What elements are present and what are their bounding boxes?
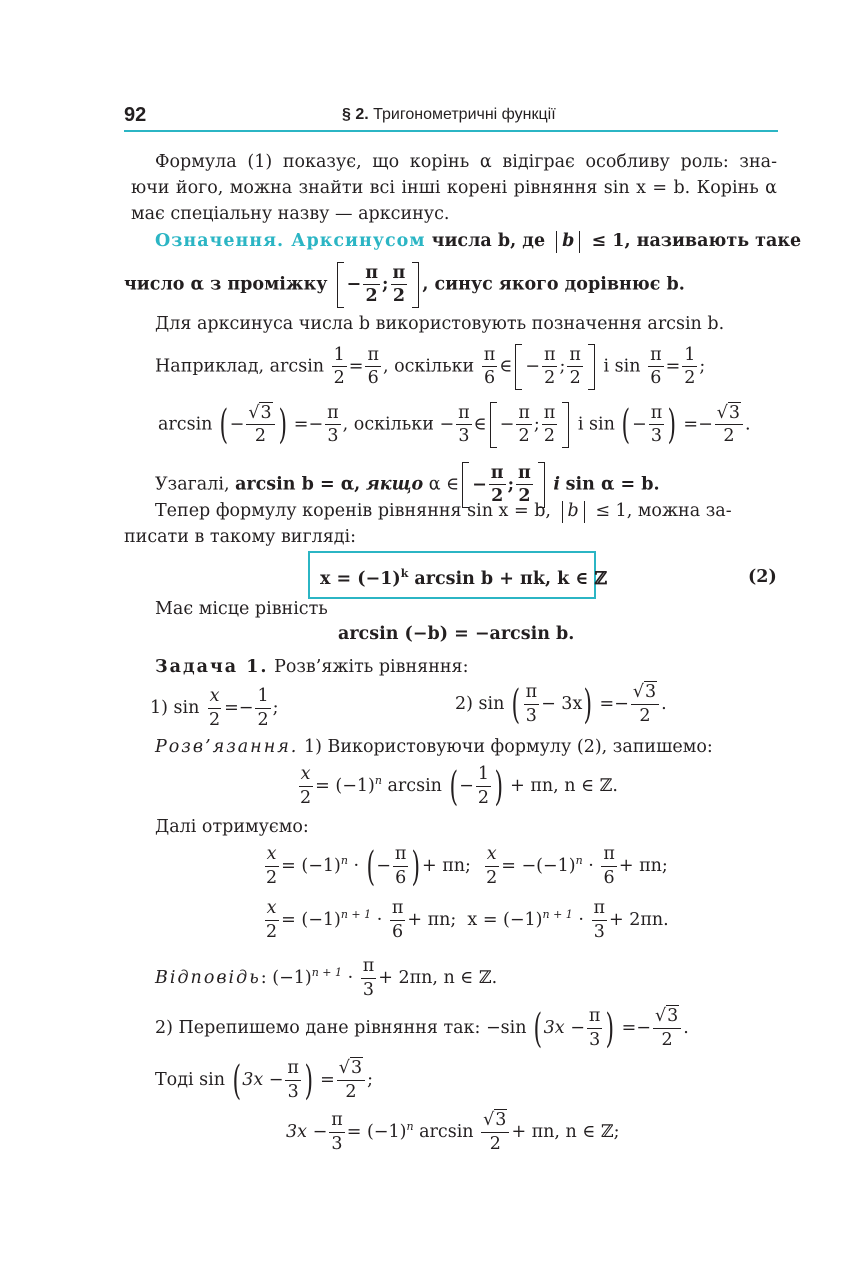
answer-expr: (−1) (272, 968, 312, 988)
frac-num: 1 (255, 688, 270, 709)
frac-num: √3 (631, 684, 659, 705)
notation-line: Для арксинуса числа b використовують позначення arcsin b. (155, 314, 725, 334)
radicand: 3 (350, 1058, 363, 1078)
example-line-1 (155, 344, 705, 390)
fraction-pi-2 (363, 262, 380, 306)
frac-num: 1 (332, 347, 347, 368)
minus-sign: − (439, 414, 455, 435)
equals-sign: = (683, 414, 699, 435)
abs-value: b (562, 231, 575, 251)
period: . (661, 694, 667, 714)
frac-den: 2 (518, 426, 530, 446)
frac-den: 3 (650, 426, 663, 446)
frac-den: 2 (365, 286, 378, 306)
exponent-n: n (575, 854, 583, 868)
arcsin-text: arcsin (387, 776, 442, 796)
fraction-pi-6 (393, 846, 409, 887)
intro-line-2: ючи його, можна знайти всі інші корені рівняння sin x = b. Корінь α (131, 178, 777, 198)
three-x: 3x − (286, 1122, 328, 1142)
frac-num: π (489, 465, 506, 486)
exponent-n-plus-1: n + 1 (340, 908, 372, 922)
item-2-label: 2) sin (455, 694, 505, 714)
roots-text-a: Тепер формулу коренів рівняння sin x = b, (155, 501, 551, 521)
fraction-pi-6 (648, 344, 664, 388)
definition-text-a: числа b, де (431, 231, 546, 251)
radicand: 3 (260, 402, 272, 423)
minus-sign: − (346, 274, 362, 295)
paren-left: ( (232, 1057, 241, 1104)
and-sin-text: і sin (603, 356, 641, 377)
fraction-pi-3 (329, 1112, 345, 1153)
frac-den: 2 (639, 705, 651, 726)
paren-left: ( (366, 843, 375, 890)
eq-end: + πn, n ∈ ℤ; (511, 1122, 620, 1142)
bracket-left (490, 402, 497, 448)
frac-den: 2 (723, 426, 735, 446)
frac-num: π (390, 900, 406, 921)
minus-3x: − 3x (541, 694, 583, 714)
frac-den: 2 (345, 1081, 357, 1102)
radicand: 3 (667, 1006, 679, 1026)
frac-num: π (516, 405, 532, 426)
solution-eq-3: $\frac{x}{2}$ = $(-1)^{n + 1}$ · $\frac{\pi}{6}$ + πn; $x = (-1)^{n + 1}$ · $\frac{\pi}{3}$ + 2πn. (266, 898, 669, 942)
fraction-x-2 (264, 900, 279, 941)
section-mark: § 2. (342, 106, 369, 123)
example-line-2 (158, 402, 751, 448)
fraction-1-2 (255, 688, 270, 729)
answer-label: Відповідь (155, 968, 261, 988)
equation-number: (2) (748, 567, 777, 587)
frac-num: √3 (337, 1060, 365, 1081)
fraction-pi-3 (592, 900, 608, 941)
general-start: Узагалі, (155, 474, 230, 495)
equals-sign: = (348, 356, 364, 377)
fraction-pi-2 (567, 344, 583, 388)
minus-sign: − (614, 694, 629, 714)
frac-den: 6 (483, 368, 496, 388)
frac-num: π (649, 405, 665, 426)
frac-den: 2 (333, 368, 345, 388)
fraction-sqrt3-2 (631, 684, 659, 725)
paren-right: ) (605, 1005, 615, 1052)
frac-num: x (265, 846, 279, 867)
equals-sign: = (621, 1018, 637, 1038)
part2-then (155, 1057, 373, 1104)
fraction-1-2 (332, 344, 347, 388)
fraction-sqrt3-2 (715, 402, 743, 446)
equals-sign: = (293, 414, 309, 435)
bracket-left (337, 262, 344, 308)
fraction-pi-3 (285, 1060, 301, 1101)
frac-den: 2 (543, 426, 556, 446)
eq-end: + πn; (618, 856, 668, 876)
frac-den: 2 (486, 867, 498, 888)
frac-den: 2 (257, 709, 269, 730)
bracket-left (515, 344, 522, 390)
frac-den: 2 (266, 921, 278, 942)
abs-bar-left (562, 501, 563, 523)
exponent-n-plus-1: n + 1 (542, 908, 573, 922)
paren-right: ) (667, 402, 677, 448)
equals-sign: = (224, 698, 239, 718)
sin-alpha-eq: sin α = b. (565, 474, 660, 495)
frac-num: π (524, 684, 540, 705)
task-item-2 (455, 681, 667, 728)
frac-num: π (601, 846, 617, 867)
minus-sign: − (472, 474, 487, 495)
frac-den: 2 (684, 368, 696, 388)
frac-den: 3 (362, 979, 375, 1000)
fraction-pi-2 (516, 402, 532, 446)
fraction-sqrt3-2 (337, 1060, 365, 1101)
roots-text-b: ≤ 1, можна за- (595, 501, 732, 521)
definition-line-2 (124, 262, 685, 308)
fraction-pi-3 (456, 402, 472, 446)
part2-final (286, 1112, 620, 1153)
paren-right: ) (278, 402, 287, 448)
eq-mid: = (−1) (315, 776, 375, 796)
period: . (745, 414, 751, 435)
frac-den: 2 (544, 368, 556, 388)
paren-left: ( (621, 402, 631, 448)
frac-num: π (285, 1060, 301, 1081)
bracket-right (562, 402, 569, 448)
exponent-n-plus-1: n + 1 (311, 966, 342, 980)
fraction-x-2 (298, 766, 313, 807)
exponent-k: k (400, 567, 409, 580)
because-text: , оскільки (382, 356, 475, 377)
minus-sign: − (229, 414, 245, 435)
fraction-x-2 (207, 688, 222, 729)
abs-bar-left (556, 231, 557, 253)
radicand: 3 (728, 402, 741, 423)
frac-den: 6 (392, 921, 404, 942)
frac-num: 1 (476, 766, 491, 787)
period: . (683, 1018, 689, 1038)
page-number: 92 (124, 104, 147, 126)
semicolon-end: ; (699, 356, 706, 377)
identity-formula: arcsin (−b) = −arcsin b. (338, 624, 575, 644)
because-text: , оскільки (342, 414, 434, 435)
frac-num: √3 (653, 1008, 681, 1029)
semicolon: ; (533, 414, 540, 435)
task-item-1 (150, 688, 278, 729)
frac-den: 2 (208, 709, 221, 730)
arcsin-text: arcsin (158, 414, 213, 435)
frac-den: 3 (331, 1133, 343, 1154)
frac-num: π (363, 265, 380, 286)
minus-sign: − (308, 414, 324, 435)
solution-heading (155, 736, 713, 758)
solution-text: 1) Використовуючи формулу (2), запишемо: (303, 737, 713, 757)
radicand: 3 (645, 682, 657, 702)
eq-mid: = (−1) (281, 856, 341, 876)
fraction-x-2 (484, 846, 499, 887)
frac-num: √3 (481, 1112, 509, 1133)
frac-num: π (325, 405, 341, 426)
eq-mid: = (−1) (281, 910, 341, 930)
then-text: Тоді sin (155, 1070, 225, 1090)
frac-den: 3 (458, 426, 470, 446)
frac-num: π (391, 265, 408, 286)
minus-sign: − (459, 776, 474, 796)
eq-mid-neg: = −(−1) (501, 856, 576, 876)
fraction-pi-2 (542, 402, 558, 446)
fraction-sqrt3-2 (246, 402, 274, 446)
fraction-x-2 (264, 846, 279, 887)
frac-den: 2 (569, 368, 581, 388)
definition-text-c: , синус якого дорівнює b. (422, 274, 685, 295)
fraction-pi-6 (482, 344, 498, 388)
rewrite-text: 2) Перепишемо дане рівняння так: −sin (155, 1018, 527, 1038)
exponent-n: n (406, 1120, 414, 1134)
definition-text-b: ≤ 1, називають таке (591, 231, 802, 251)
frac-num: π (329, 1112, 345, 1133)
paren-right: ) (304, 1057, 314, 1104)
minus-sign: − (238, 698, 254, 718)
equals-sign: = (320, 1070, 335, 1090)
eq-end: + πn; (422, 856, 471, 876)
frac-den: 6 (395, 867, 407, 888)
paren-right: ) (411, 843, 421, 890)
frac-den: 2 (266, 867, 278, 888)
running-header (124, 98, 778, 132)
general-formula: arcsin b = α, (235, 474, 361, 495)
frac-den: 3 (593, 921, 605, 942)
semicolon-end: ; (272, 698, 279, 718)
frac-num: x (485, 846, 499, 867)
solution-eq-2: $\frac{x}{2}$ = $(-1)^n$ · (− $\frac{\pi}{6}$ )+ πn; $\frac{x}{2}$ = $-(-1)^n$ · $\frac{\pi}{6}$ + πn; (266, 843, 668, 890)
frac-den: 2 (300, 787, 312, 808)
section-title (342, 106, 556, 124)
fraction-pi-6 (601, 846, 617, 887)
frac-den: 6 (650, 368, 662, 388)
frac-num: x (265, 900, 279, 921)
alpha-in: α ∈ (428, 474, 460, 495)
equals-sign: = (599, 694, 615, 714)
section-name: Тригонометричні функції (373, 106, 556, 123)
element-of-sign: ∈ (499, 356, 513, 377)
fraction-1-2 (682, 344, 697, 388)
fraction-pi-3 (649, 402, 665, 446)
frac-den: 6 (367, 368, 379, 388)
formula-part-a: x = (−1) (320, 568, 401, 589)
minus-sign: − (698, 414, 713, 435)
if-text: якщо (365, 474, 424, 495)
frac-num: x (299, 766, 313, 787)
answer-line: Відповідь: $(-1)^{n + 1}$ · $\frac{\pi}{3}$ + 2πn, n ∈ ℤ. (155, 956, 498, 1000)
abs-value: b (567, 501, 579, 521)
minus-sign: − (632, 414, 647, 435)
frac-den: 3 (589, 1029, 601, 1050)
paren-left: ( (219, 402, 229, 448)
part2-rewrite (155, 1005, 689, 1052)
paren-left: ( (533, 1005, 543, 1052)
intro-paragraph (131, 149, 777, 227)
frac-den: 2 (489, 1133, 501, 1154)
task-heading (155, 656, 468, 678)
and-sin-text: і sin (577, 414, 615, 435)
and-text: і (553, 474, 561, 495)
exponent-n: n (340, 854, 348, 868)
task-text: Розв’яжіть рівняння: (274, 657, 469, 677)
frac-num: π (516, 465, 533, 486)
solution-eq-1 (296, 763, 618, 810)
fraction-pi-6 (390, 900, 406, 941)
fraction-1-2 (476, 766, 491, 807)
fraction-sqrt3-2 (653, 1008, 681, 1049)
minus-sign: − (499, 414, 515, 435)
frac-den: 3 (287, 1081, 299, 1102)
frac-num: π (567, 347, 583, 368)
bracket-right (412, 262, 419, 308)
roots-line-2: писати в такому вигляді: (124, 527, 357, 547)
definition-interval-text: число α з проміжку (124, 274, 328, 295)
fraction-pi-2 (542, 344, 558, 388)
fraction-pi-3 (587, 1008, 603, 1049)
frac-num: π (393, 846, 409, 867)
frac-num: π (592, 900, 608, 921)
semicolon-end: ; (367, 1070, 373, 1090)
exponent-n: n (374, 774, 382, 788)
frac-num: π (482, 347, 498, 368)
paren-right: ) (583, 681, 593, 728)
paren-right: ) (494, 763, 504, 810)
answer-end: + 2πn, n ∈ ℤ. (378, 968, 498, 988)
element-of-sign: ∈ (473, 414, 487, 435)
semicolon: ; (382, 274, 389, 295)
minus-sign: − (376, 856, 391, 876)
solution-label: Розв’язання. (155, 737, 299, 757)
eq-end: + πn; (407, 910, 457, 930)
formula-part-b: arcsin b + πk, k ∈ ℤ (408, 568, 608, 589)
fraction-pi-3 (361, 958, 377, 999)
eq-mid: = (−1) (346, 1122, 407, 1142)
fraction-pi-3 (325, 402, 341, 446)
definition-line-1 (155, 230, 801, 253)
frac-den: 3 (525, 705, 537, 726)
fraction-pi-3 (524, 684, 540, 725)
frac-den: 2 (392, 286, 405, 306)
frac-den: 3 (327, 426, 339, 446)
fraction-pi-6 (365, 344, 381, 388)
three-x: 3x − (543, 1018, 585, 1038)
minus-sign: − (525, 356, 540, 377)
x-eq: x = (−1) (467, 910, 543, 930)
paren-left: ( (511, 681, 521, 728)
fraction-pi-2 (391, 262, 408, 306)
frac-num: π (587, 1008, 603, 1029)
roots-line-1 (155, 500, 732, 523)
three-x: 3x − (242, 1070, 284, 1090)
eq-end: + πn, n ∈ ℤ. (510, 776, 618, 796)
semicolon: ; (507, 474, 515, 495)
frac-num: √3 (246, 405, 274, 426)
equals-sign: = (665, 356, 681, 377)
frac-num: x (208, 688, 222, 709)
frac-num: π (365, 347, 381, 368)
frac-num: π (648, 347, 664, 368)
frac-den: 2 (518, 486, 531, 506)
frac-num: 1 (682, 347, 697, 368)
frac-num: √3 (715, 405, 743, 426)
paren-left: ( (449, 763, 458, 810)
further-text: Далі отримуємо: (155, 817, 309, 837)
identity-intro: Має місце рівність (155, 599, 328, 619)
frac-den: 2 (661, 1029, 673, 1050)
bracket-right (588, 344, 595, 390)
frac-den: 2 (477, 787, 489, 808)
frac-num: π (542, 347, 558, 368)
arcsin-text: arcsin (419, 1122, 474, 1142)
radicand: 3 (495, 1110, 507, 1130)
minus-sign: − (636, 1018, 651, 1038)
abs-bar-right (584, 501, 585, 523)
frac-den: 2 (491, 486, 504, 506)
frac-den: 6 (603, 867, 615, 888)
intro-line-3: має спеціальну назву — арксинус. (131, 204, 450, 224)
frac-num: π (456, 405, 472, 426)
frac-den: 2 (254, 426, 267, 446)
fraction-sqrt3-2 (481, 1112, 509, 1153)
task-label: Задача 1. (155, 657, 269, 677)
example-start: Наприклад, arcsin (155, 356, 325, 377)
definition-label: Означення. Арксинусом (155, 231, 426, 251)
item-1-label: 1) sin (150, 698, 200, 718)
abs-bar-right (579, 231, 580, 253)
intro-line-1: Формула (1) показує, що корінь α відіграє особливу роль: зна- (155, 152, 777, 172)
colon: : (260, 968, 267, 988)
frac-num: π (542, 405, 558, 426)
formula-2 (320, 563, 607, 590)
eq-end: + 2πn. (609, 910, 669, 930)
frac-num: π (361, 958, 377, 979)
semicolon: ; (559, 356, 566, 377)
